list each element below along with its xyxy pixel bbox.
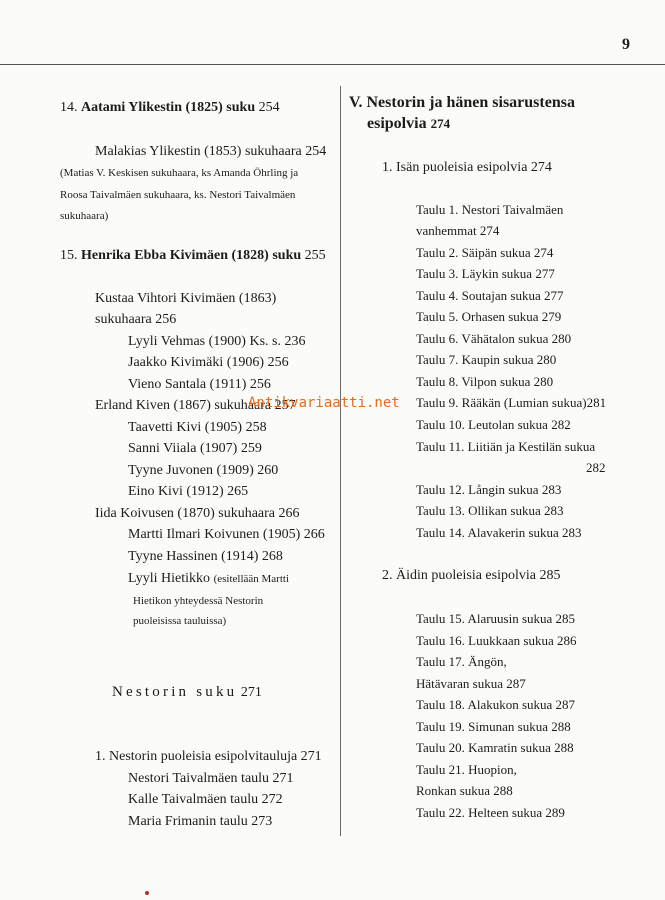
taulu-entry: Taulu 15. Alaruusin sukua 285 bbox=[416, 611, 576, 626]
chapter-v-title-cont: esipolvia 274 bbox=[367, 115, 451, 132]
person-entry: Taavetti Kivi (1905) 258 bbox=[128, 420, 267, 435]
person-entry: Vieno Santala (1911) 256 bbox=[128, 377, 271, 392]
taulu-entry: Taulu 10. Leutolan sukua 282 bbox=[416, 417, 571, 432]
person-entry: Tyyne Hassinen (1914) 268 bbox=[128, 549, 283, 564]
taulu-entry-cont: Hätävaran sukua 287 bbox=[416, 676, 526, 691]
taulu-entry: Taulu 11. Liitiän ja Kestilän sukua bbox=[416, 439, 596, 454]
nestorin-suku-page: 271 bbox=[240, 685, 262, 700]
taulu-entry: Taulu 12. Långin sukua 283 bbox=[416, 482, 562, 497]
section-14-number: 14. bbox=[60, 100, 78, 115]
taulu-entry: Taulu 21. Huopion, bbox=[416, 762, 517, 777]
red-dot-mark bbox=[145, 891, 149, 895]
person-note: (esitellään Martti bbox=[213, 573, 290, 585]
taulu-entry: Taulu 18. Alakukon sukua 287 bbox=[416, 697, 576, 712]
note-line: puoleisissa tauluissa) bbox=[133, 615, 227, 627]
section-14-heading bbox=[60, 99, 280, 117]
taulu-entry: Taulu 17. Ängön, bbox=[416, 654, 507, 669]
nestorin-subsection: 1. Nestorin puoleisia esipolvitauluja 271 bbox=[95, 749, 322, 764]
nestorin-suku-heading bbox=[112, 683, 262, 702]
taulu-entry: Taulu 4. Soutajan sukua 277 bbox=[416, 288, 564, 303]
note-line: sukuhaara) bbox=[60, 210, 109, 222]
header-rule bbox=[0, 64, 665, 65]
kustaa-entry: Kustaa Vihtori Kivimäen (1863) bbox=[95, 291, 277, 306]
person-entry: Tyyne Juvonen (1909) 260 bbox=[128, 463, 279, 478]
taulu-entry: Taulu 8. Vilpon sukua 280 bbox=[416, 374, 554, 389]
section-15-heading bbox=[60, 247, 326, 265]
chapter-v-heading bbox=[349, 92, 575, 134]
person-entry: Eino Kivi (1912) 265 bbox=[128, 484, 249, 499]
taulu-entry: Taulu 9. Rääkän (Lumian sukua)281 bbox=[416, 395, 607, 410]
note-line: Roosa Taivalmäen sukuhaara, ks. Nestori Taivalmäen bbox=[60, 189, 296, 201]
subsection-isan: 1. Isän puoleisia esipolvia 274 bbox=[382, 160, 552, 175]
taulu-entry: Taulu 6. Vähätalon sukua 280 bbox=[416, 331, 572, 346]
table-entry: Kalle Taivalmäen taulu 272 bbox=[128, 792, 283, 807]
note-line: Hietikon yhteydessä Nestorin bbox=[133, 595, 264, 607]
taulu-entry: Taulu 22. Helteen sukua 289 bbox=[416, 805, 565, 820]
taulu-entry: Taulu 13. Ollikan sukua 283 bbox=[416, 503, 564, 518]
table-entry: Nestori Taivalmäen taulu 271 bbox=[128, 771, 294, 786]
erland-entry: Erland Kiven (1867) sukuhaara 257 bbox=[95, 398, 296, 413]
taulu-entry: Taulu 19. Simunan sukua 288 bbox=[416, 719, 571, 734]
kustaa-entry-cont: sukuhaara 256 bbox=[95, 312, 177, 327]
taulu-entry: Taulu 3. Läykin sukua 277 bbox=[416, 266, 555, 281]
taulu-entry-cont: vanhemmat 274 bbox=[416, 223, 500, 238]
person-entry: Lyyli Vehmas (1900) Ks. s. 236 bbox=[128, 334, 306, 349]
lyyli-hietikko-entry bbox=[128, 570, 289, 588]
person-entry: Martti Ilmari Koivunen (1905) 266 bbox=[128, 527, 325, 542]
chapter-v-title: V. Nestorin ja hänen sisarustensa bbox=[349, 94, 575, 111]
taulu-entry: Taulu 1. Nestori Taivalmäen bbox=[416, 202, 564, 217]
nestorin-suku-title: Nestorin suku bbox=[112, 684, 238, 700]
taulu-entry: Taulu 20. Kamratin sukua 288 bbox=[416, 740, 574, 755]
section-15-title: Henrika Ebba Kivimäen (1828) suku bbox=[81, 248, 302, 263]
person-entry: Sanni Viiala (1907) 259 bbox=[128, 441, 262, 456]
section-14-page: 254 bbox=[258, 100, 280, 115]
section-15-number: 15. bbox=[60, 248, 78, 263]
section-15-page: 255 bbox=[304, 248, 326, 263]
section-14-title: Aatami Ylikestin (1825) suku bbox=[81, 100, 256, 115]
taulu-entry-cont: 282 bbox=[586, 460, 606, 475]
note-line: (Matias V. Keskisen sukuhaara, ks Amanda Öhrling ja bbox=[60, 167, 299, 179]
column-divider bbox=[340, 86, 341, 836]
watermark: Antikvariaatti.net bbox=[248, 395, 400, 411]
taulu-entry: Taulu 7. Kaupin sukua 280 bbox=[416, 352, 557, 367]
chapter-v-page: 274 bbox=[430, 116, 451, 131]
malakias-entry: Malakias Ylikestin (1853) sukuhaara 254 bbox=[95, 144, 327, 159]
taulu-entry-cont: Ronkan sukua 288 bbox=[416, 783, 513, 798]
table-entry: Maria Frimanin taulu 273 bbox=[128, 814, 273, 829]
page-number: 9 bbox=[622, 36, 630, 53]
person-name: Lyyli Hietikko bbox=[128, 571, 211, 586]
taulu-entry: Taulu 5. Orhasen sukua 279 bbox=[416, 309, 562, 324]
person-entry: Jaakko Kivimäki (1906) 256 bbox=[128, 355, 289, 370]
iida-entry: Iida Koivusen (1870) sukuhaara 266 bbox=[95, 506, 300, 521]
taulu-entry: Taulu 14. Alavakerin sukua 283 bbox=[416, 525, 582, 540]
taulu-entry: Taulu 2. Säipän sukua 274 bbox=[416, 245, 554, 260]
subsection-aidin: 2. Äidin puoleisia esipolvia 285 bbox=[382, 568, 561, 583]
taulu-entry: Taulu 16. Luukkaan sukua 286 bbox=[416, 633, 577, 648]
